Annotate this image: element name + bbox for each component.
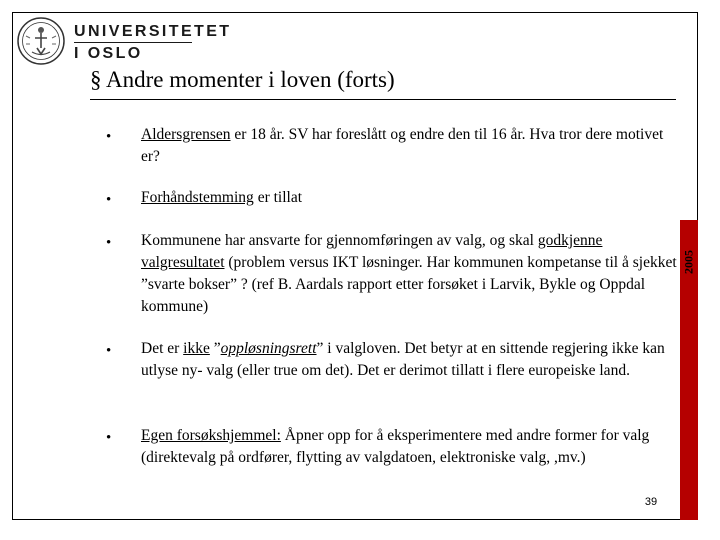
logo-line-2: I OSLO	[74, 45, 143, 62]
term-egen-forsokshjemmel: Egen forsøkshjemmel:	[141, 427, 281, 444]
bullet-text-segment: Kommunene har ansvarte for gjennomføringen av valg, og skal	[141, 232, 538, 249]
bullet-text-segment: ” i valgloven. Det betyr at en sittende regjering ikke kan utlyse ny- valg (eller true om det). Det er derimot tillatt i flere europeiske land.	[141, 340, 665, 379]
page-number: 39	[644, 496, 658, 508]
bullet-marker: •	[106, 235, 112, 251]
bullet-text-dissolution	[141, 338, 686, 382]
bullet-marker: •	[106, 343, 112, 359]
bullet-marker: •	[106, 129, 112, 145]
bullet-text-segment: er 18 år. SV har foreslått og endre den til 16 år. Hva tror dere motivet er?	[141, 126, 664, 165]
term-godkjenne-valgresultatet: godkjenne valgresultatet	[141, 232, 603, 271]
bullet-text-segment: Åpner opp for å eksperimentere med andre former for valg (direktevalg på ordfører, flytting av valgdatoen, elektroniske valg, ,mv.)	[141, 427, 650, 466]
slide-title: § Andre momenter i loven (forts)	[90, 67, 395, 92]
logo-line-1: UNIVERSITETET	[74, 23, 232, 40]
bullet-text-age-limit	[141, 124, 686, 168]
term-ikke: ikke	[183, 340, 210, 357]
year-label: 2005	[681, 250, 696, 274]
university-seal-icon	[16, 16, 66, 66]
bullet-text-trial-authority	[141, 425, 686, 469]
title-underline	[90, 99, 676, 100]
term-aldersgrensen: Aldersgrensen	[141, 126, 231, 143]
university-logo-text	[74, 22, 231, 63]
bullet-text-advance-voting	[141, 187, 686, 209]
logo-divider	[74, 42, 192, 43]
bullet-text-segment: er tillat	[253, 189, 303, 206]
bullet-text-segment: Det er	[141, 340, 184, 357]
term-forhandstemming: Forhåndstemming	[141, 189, 254, 206]
bullet-text-municipalities	[141, 230, 686, 318]
bullet-text-segment: (problem versus IKT løsninger. Har kommunen kompetanse til å sjekket ”svarte bokser” ? (ref B. Aardals rapport etter forsøket i Larvik, Bykle og Oppdal kommune)	[141, 254, 677, 315]
term-opplosningsrett: oppløsningsrett	[220, 340, 317, 357]
bullet-text-segment: ”	[209, 340, 221, 357]
bullet-marker: •	[106, 192, 112, 208]
bullet-marker: •	[106, 430, 112, 446]
